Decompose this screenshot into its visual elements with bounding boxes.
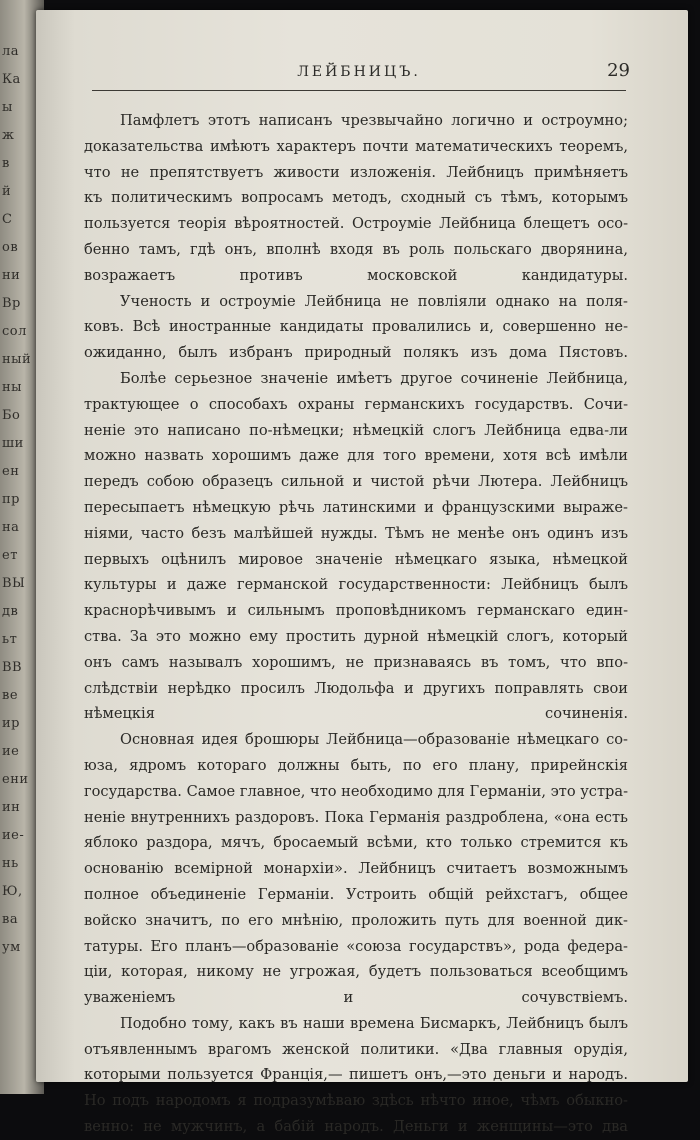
left-page-fragment: ве [2, 688, 19, 703]
text-line: къ политическимъ вопросамъ методъ, сходный съ тѣмъ, которымъ [84, 189, 628, 207]
running-head: ЛЕЙБНИЦЪ. [297, 64, 421, 80]
text-line: Основная идея брошюры Лейбница—образованіе нѣмецкаго со- [120, 731, 628, 749]
left-page-fragment: ов [2, 240, 19, 255]
left-page-fragment: й [2, 184, 12, 199]
left-page-fragment: ие- [2, 828, 25, 843]
text-line: отъявленнымъ врагомъ женской политики. «Два главныя орудія, [84, 1040, 628, 1058]
paragraph [84, 1011, 628, 1140]
left-page-fragment: на [2, 520, 20, 535]
left-page-fragment: ьт [2, 632, 18, 647]
paragraph [84, 108, 628, 289]
page-header [92, 60, 630, 91]
left-page-fragment: ие [2, 744, 20, 759]
left-page-fragment: ВВ [2, 660, 23, 675]
text-line: которыми пользуется Франція,— пишетъ онъ,—это деньги и народъ. [84, 1066, 628, 1084]
page-number: 29 [607, 60, 630, 81]
text-line: слѣдствіи нерѣдко просилъ Людольфа и другихъ поправлять свои [84, 679, 628, 697]
left-page-fragment: ла [2, 44, 20, 59]
text-line: что не препятствуетъ живости изложенія. Лейбницъ примѣняетъ [84, 163, 628, 181]
text-line: ніями, часто безъ малѣйшей нужды. Тѣмъ не менѣе онъ одинъ изъ [84, 524, 628, 542]
text-line: войско значитъ, по его мнѣнію, проложить путь для военной дик- [84, 911, 628, 929]
text-line: юза, ядромъ котораго должны быть, по его плану, прирейнскія [84, 756, 628, 774]
text-line: ціи, которая, никому не угрожая, будетъ пользоваться всеобщимъ [84, 963, 628, 981]
left-page-fragment: ный [2, 352, 32, 367]
text-line: неніе внутреннихъ раздоровъ. Пока Германія раздроблена, «она есть [84, 808, 628, 826]
text-line: Памфлетъ этотъ написанъ чрезвычайно логично и остроумно; [120, 112, 628, 129]
left-page-fragment: Ка [2, 72, 21, 87]
text-line: можно назвать хорошимъ даже для того времени, хотя всѣ имѣли [84, 447, 628, 465]
text-line: полное объединеніе Германіи. Устроить общій рейхстагъ, общее [84, 885, 628, 903]
left-page-fragment: ени [2, 772, 29, 787]
left-page-fragment: ВЫ [2, 576, 26, 591]
text-line: Но подъ народомъ я подразумѣваю здѣсь нѣчто иное, чѣмъ обыкно- [84, 1092, 628, 1110]
text-line: культуры и даже германской государственности: Лейбницъ былъ [84, 576, 628, 594]
text-line: возражаетъ противъ московской кандидатуры. [84, 266, 628, 284]
text-line: онъ самъ называлъ хорошимъ, не признаваясь въ томъ, что впо- [84, 653, 628, 671]
left-page-fragment: ет [2, 548, 18, 563]
left-page-fragment: ж [2, 128, 15, 143]
left-page-fragment: ум [2, 940, 21, 955]
left-page-fragment: Ю, [2, 884, 23, 899]
left-page-fragment: сол [2, 324, 27, 339]
text-line: Подобно тому, какъ въ наши времена Бисмаркъ, Лейбницъ былъ [120, 1014, 628, 1032]
left-page-fragment: ши [2, 436, 24, 451]
left-page-fragment: в [2, 156, 10, 171]
text-line: краснорѣчивымъ и сильнымъ проповѣдникомъ германскаго един- [84, 602, 628, 620]
text-line: пользуется теорія вѣроятностей. Остроуміе Лейбница блещетъ осо- [84, 215, 628, 233]
left-page-fragment: ы [2, 100, 13, 115]
text-line: ожиданно, былъ избранъ природный полякъ изъ дома Пястовъ. [84, 344, 628, 362]
body-text [84, 108, 628, 1140]
text-line: государства. Самое главное, что необходимо для Германіи, это устра- [84, 782, 628, 800]
left-page-fragment: ни [2, 268, 21, 283]
text-line: пересыпаетъ нѣмецкую рѣчь латинскими и французскими выраже- [84, 498, 628, 516]
left-page-fragment: ир [2, 716, 20, 731]
text-line: неніе это написано по-нѣмецки; нѣмецкій слогъ Лейбница едва-ли [84, 421, 628, 439]
book-page [36, 10, 688, 1136]
text-line: уваженіемъ и сочувствіемъ. [84, 989, 628, 1007]
text-line: Ученость и остроуміе Лейбница не повліяли однако на поля- [120, 292, 628, 310]
paragraph [84, 727, 628, 1011]
left-page-fragment: Вр [2, 296, 21, 311]
text-line: первыхъ оцѣнилъ мировое значеніе нѣмецкаго языка, нѣмецкой [84, 550, 628, 568]
text-line: Болѣе серьезное значеніе имѣетъ другое сочиненіе Лейбница, [120, 369, 628, 387]
left-page-fragment: дв [2, 604, 19, 619]
left-page-fragment: ва [2, 912, 19, 927]
text-line: основанію всемірной монархіи». Лейбницъ считаетъ возможнымъ [84, 860, 628, 878]
text-line: бенно тамъ, гдѣ онъ, вполнѣ входя въ роль польскаго дворянина, [84, 240, 628, 258]
left-page-fragment: С [2, 212, 13, 227]
left-page-fragment: нь [2, 856, 19, 871]
text-line: доказательства имѣютъ характеръ почти математическихъ теоремъ, [84, 137, 628, 155]
text-line: передъ собою образецъ сильной и чистой рѣчи Лютера. Лейбницъ [84, 473, 628, 491]
left-page-fragment: ин [2, 800, 21, 815]
left-page-fragment: пр [2, 492, 20, 507]
text-line: татуры. Его планъ—образованіе «союза государствъ», рода федера- [84, 937, 628, 955]
text-line: трактующее о способахъ охраны германскихъ государствъ. Сочи- [84, 395, 628, 413]
text-line: ковъ. Всѣ иностранные кандидаты провалились и, совершенно не- [84, 318, 628, 336]
left-page-fragment: Бо [2, 408, 21, 423]
left-page-fragment: ен [2, 464, 20, 479]
left-page-fragment: ны [2, 380, 23, 395]
paragraph [84, 366, 628, 727]
text-line: ства. За это можно ему простить дурной нѣмецкій слогъ, который [84, 627, 628, 645]
text-line: нѣмецкія сочиненія. [84, 705, 628, 723]
text-line: яблоко раздора, мячъ, бросаемый всѣми, кто только стремится къ [84, 834, 628, 852]
paragraph [84, 289, 628, 366]
text-line: венно: не мужчинъ, а бабій народъ. Деньги и женщины—это два [84, 1118, 628, 1136]
